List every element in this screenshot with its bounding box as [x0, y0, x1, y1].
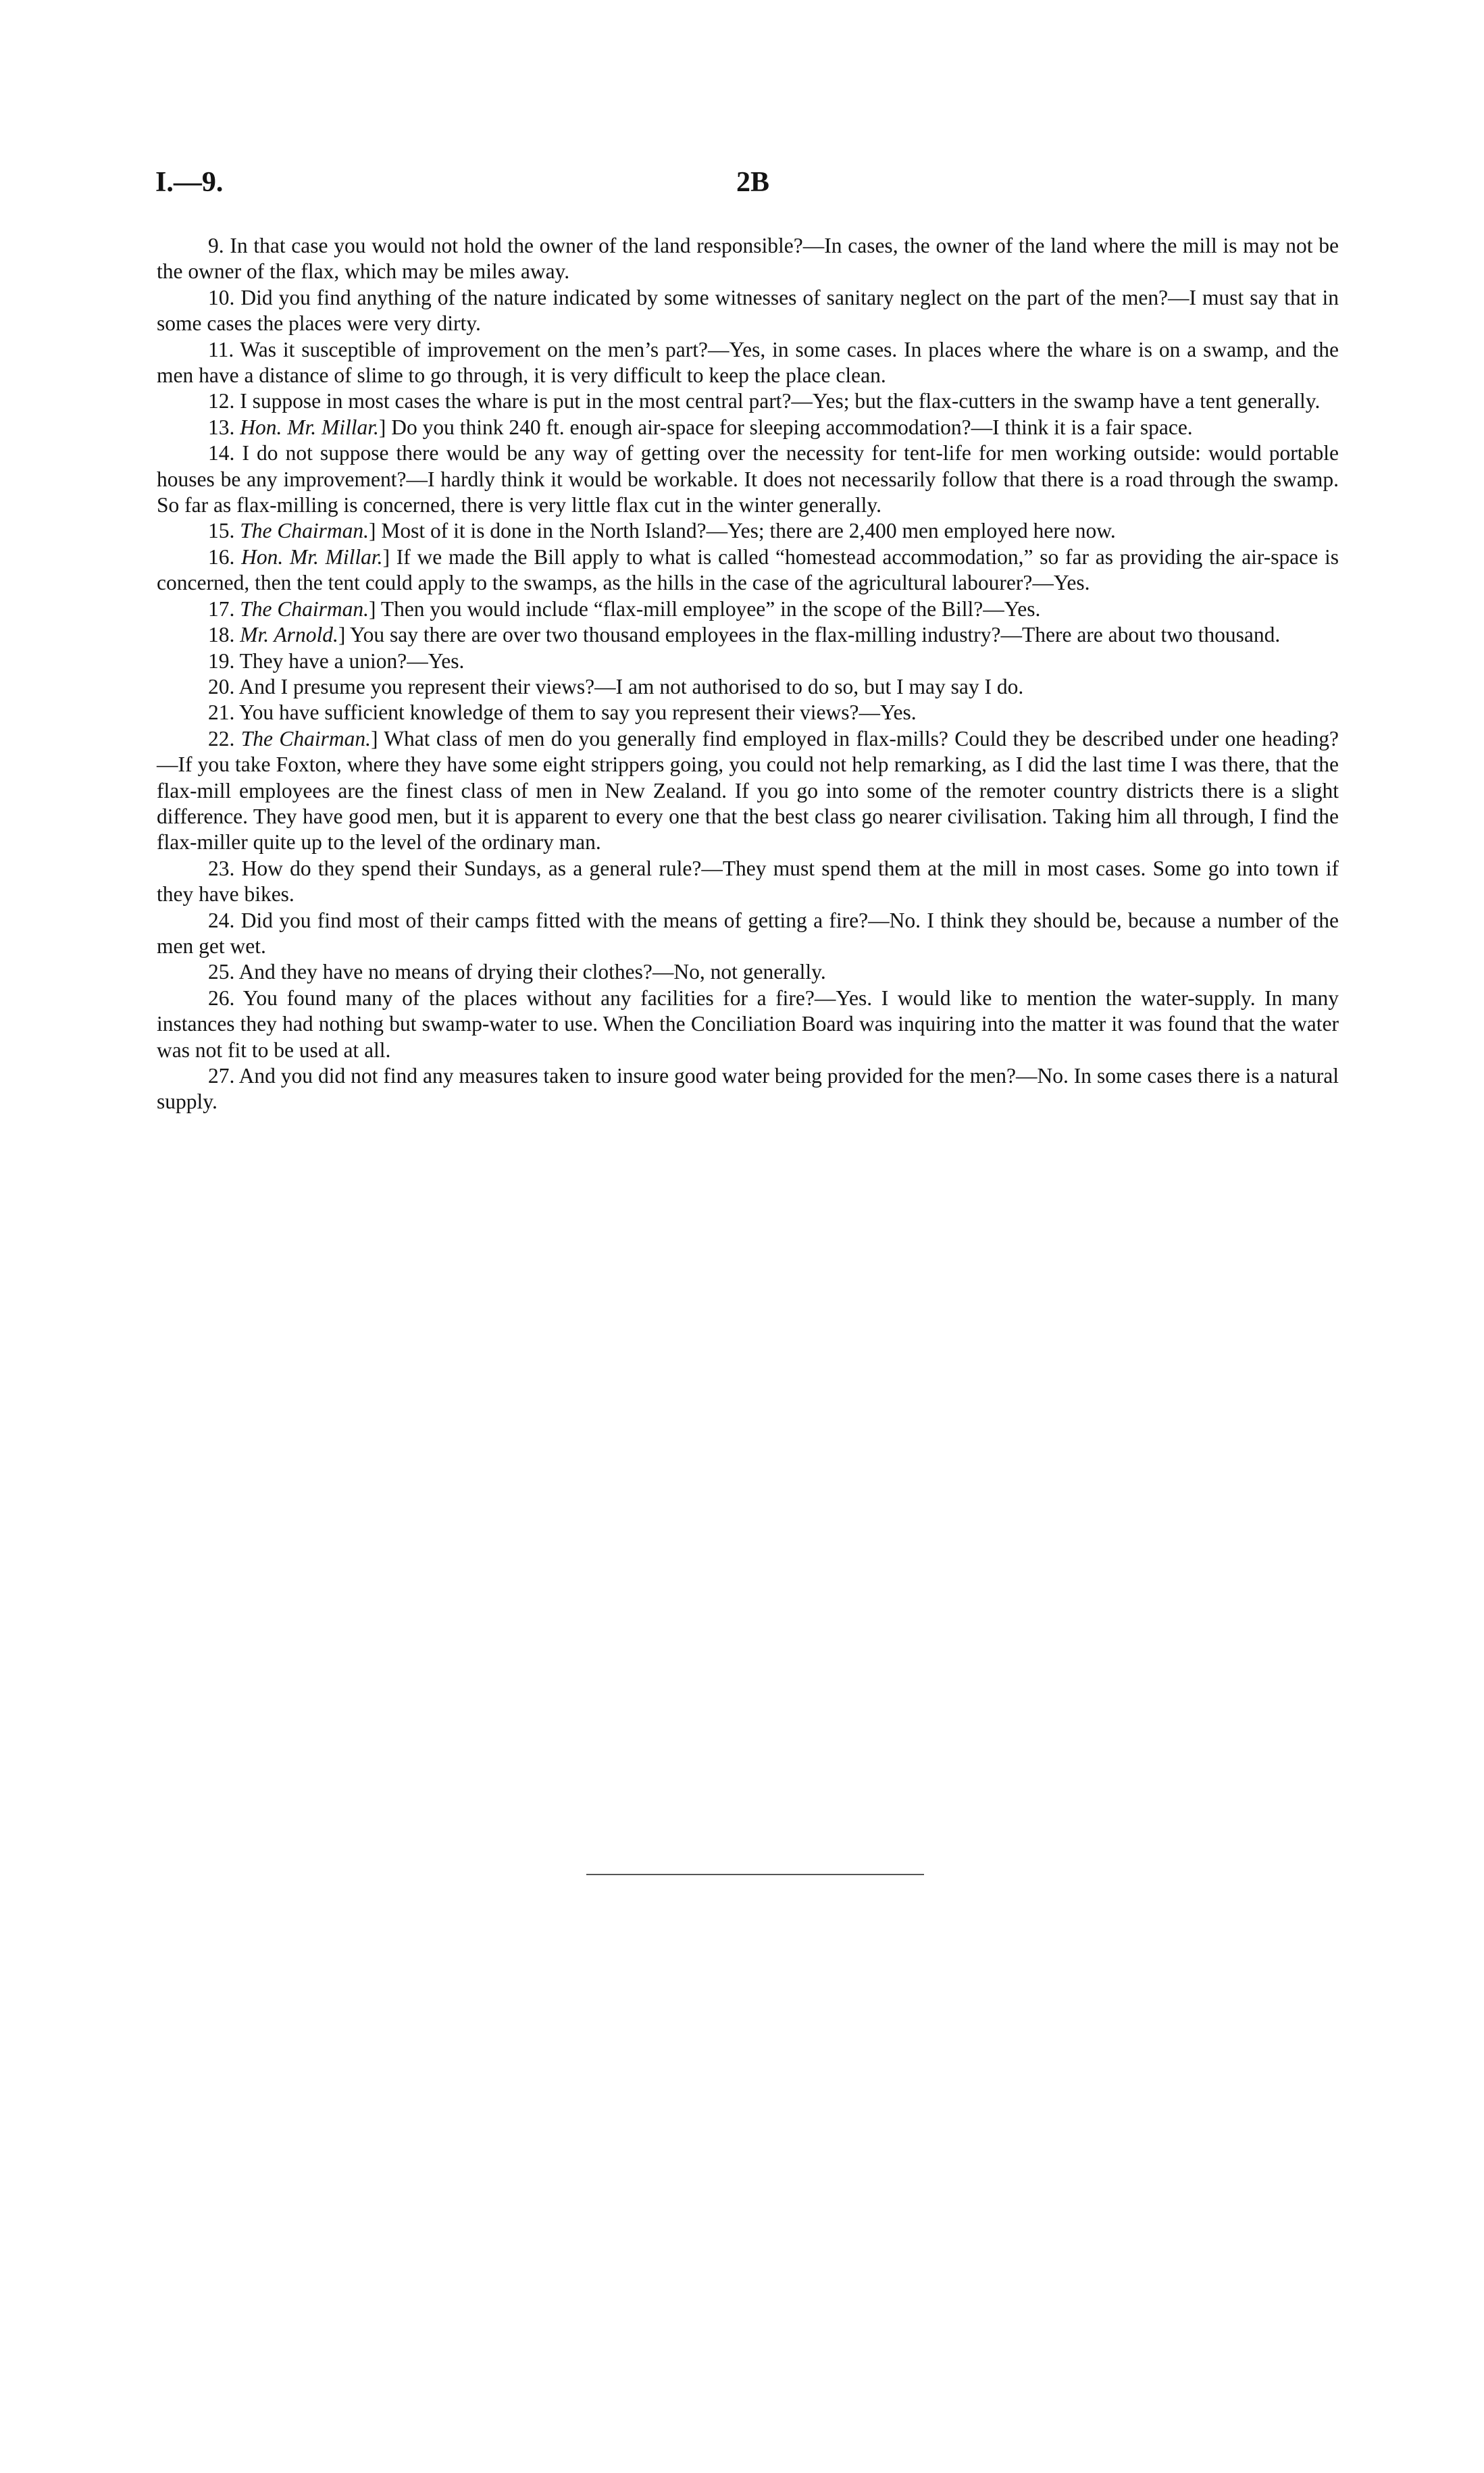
paragraph-number: 15.	[208, 519, 240, 543]
end-rule	[586, 1874, 924, 1875]
paragraph-15	[157, 518, 1339, 544]
paragraph-text: ] Then you would include “flax-mill employee” in the scope of the Bill?—Yes.	[369, 596, 1041, 621]
paragraph-9: 9. In that case you would not hold the owner of the land responsible?—In cases, the owner of the land where the mill is may not be the owner of the flax, which may be miles away.	[157, 234, 1339, 284]
paragraph-24: 24. Did you find most of their camps fitted with the means of getting a fire?—No. I think they should be, because a number of the men get wet.	[157, 908, 1339, 958]
paragraph-text: ] If we made the Bill apply to what is called “homestead accommodation,” so far as providing the air-space is concerned, then the tent could apply to the swamps, as the hills in the case of the agricultural labourer?—Yes.	[157, 544, 1339, 595]
paragraph-10: 10. Did you find anything of the nature indicated by some witnesses of sanitary neglect on the part of the men?—I must say that in some cases the places were very dirty.	[157, 285, 1339, 336]
speaker-name: Hon. Mr. Millar.	[240, 415, 379, 439]
paragraph-number: 22.	[208, 726, 241, 750]
paragraph-12: 12. I suppose in most cases the whare is put in the most central part?—Yes; but the flax-cutters in the swamp have a tent generally.	[208, 389, 1321, 413]
paragraph-21: 21. You have sufficient knowledge of them to say you represent their views?—Yes.	[208, 700, 917, 725]
paragraph-20: 20. And I presume you represent their views?—I am not authorised to do so, but I may say I do.	[208, 674, 1024, 698]
paragraph-number: 13.	[208, 415, 240, 439]
paragraph-27: 27. And you did not find any measures taken to insure good water being provided for the men?—No. In some cases there is a natural supply.	[157, 1064, 1339, 1114]
paragraph-text: ] You say there are over two thousand employees in the flax-milling industry?—There are about two thousand.	[338, 623, 1281, 647]
paragraph-16	[157, 544, 1339, 596]
paragraph-25: 25. And they have no means of drying their clothes?—No, not generally.	[208, 960, 826, 984]
speaker-name: The Chairman.	[240, 726, 372, 750]
paragraph-text: ] Do you think 240 ft. enough air-space for sleeping accommodation?—I think it is a fair space.	[378, 415, 1193, 439]
paragraph-23: 23. How do they spend their Sundays, as a general rule?—They must spend them at the mill in most cases. Some go into town if they have bikes.	[157, 856, 1339, 907]
paragraph-11: 11. Was it susceptible of improvement on the men’s part?—Yes, in some cases. In places where the whare is on a swamp, and the men have a distance of slime to go through, it is very difficult to keep the place clean.	[157, 337, 1339, 388]
paragraph-text: ] What class of men do you generally find employed in flax-mills? Could they be described under one heading?—If you take Foxton, where they have some eight strippers going, you could not help remarking, as I did the last time I was there, that the flax-mill employees are the finest class of men in New Zealand. If you go into some of the remoter country districts there is a slight difference. They have good men, but it is apparent to every one that the best class go nearer civilisation. Taking him all through, I find the flax-miller quite up to the level of the ordinary man.	[157, 726, 1339, 855]
paragraph-17	[157, 596, 1339, 622]
paragraph-14: 14. I do not suppose there would be any way of getting over the necessity for tent-life for men working outside: would portable houses be any improvement?—I hardly think it would be workable. It does not necessarily follow that there is a road through the swamp. So far as flax-milling is concerned, there is very little flax cut in the winter generally.	[157, 441, 1339, 517]
testimony-body	[157, 233, 1339, 1115]
paragraph-13	[157, 415, 1339, 440]
paragraph-number: 16.	[208, 544, 242, 569]
paragraph-number: 18.	[208, 623, 240, 647]
speaker-name: The Chairman.	[240, 519, 369, 543]
paper-reference: I.—9.	[155, 167, 224, 198]
speaker-name: Hon. Mr. Millar.	[241, 544, 383, 569]
speaker-name: The Chairman.	[240, 596, 369, 621]
page-number: 2B	[736, 167, 770, 198]
paragraph-26: 26. You found many of the places without any facilities for a fire?—Yes. I would like to mention the water-supply. In many instances they had nothing but swamp-water to use. When the Conciliation Board was inquiring into the matter it was found that the water was not fit to be used at all.	[157, 986, 1339, 1062]
paragraph-text: ] Most of it is done in the North Island?—Yes; there are 2,400 men employed here now.	[369, 519, 1116, 543]
paragraph-18	[157, 622, 1339, 648]
paragraph-number: 17.	[208, 596, 240, 621]
page-header	[155, 166, 1337, 213]
paragraph-19: 19. They have a union?—Yes.	[208, 648, 465, 673]
speaker-name: Mr. Arnold.	[240, 623, 338, 647]
paragraph-22	[157, 726, 1339, 856]
